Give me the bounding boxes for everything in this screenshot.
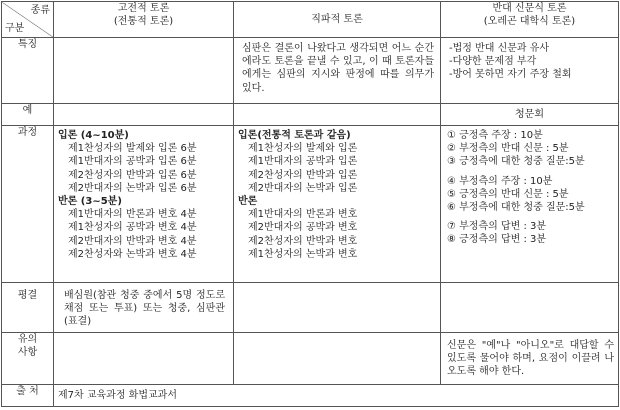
process-row xyxy=(2,126,619,283)
process-direct-step: 제2반대자의 공박과 변호 xyxy=(248,222,358,234)
process-cross-exam-step: ⑧ 긍정측의 답변 : 3분 xyxy=(447,234,547,246)
process-cross-exam-step: ② 부정측의 반대 신문 : 5분 xyxy=(447,143,569,155)
judge-direct-cell xyxy=(234,283,441,333)
process-classic-heading-opening: 입론 (4~10분) xyxy=(58,130,129,141)
row-header-judge: 평결 xyxy=(2,283,54,333)
process-direct-step: 제2반대자의 논박과 입론 xyxy=(248,182,358,194)
process-classic-step: 제1반대자의 공박과 입론 6분 xyxy=(68,156,197,168)
process-direct-step: 제1반대자의 공박과 입론 xyxy=(248,156,358,168)
example-classic-cell xyxy=(54,104,234,126)
feature-cross-exam-item: -법정 반대 신문과 유사 xyxy=(449,43,550,54)
process-direct-step: 제2찬성자의 반박과 변호 xyxy=(248,235,358,247)
process-direct-heading-rebuttal: 반론 xyxy=(238,196,258,208)
row-header-process: 과정 xyxy=(2,126,54,283)
example-row xyxy=(2,104,619,126)
notes-classic-cell xyxy=(54,333,234,385)
column-header-cross-exam-line2: (오레곤 대학식 토론) xyxy=(483,16,576,28)
column-header-cross-exam xyxy=(441,2,619,38)
process-direct-step: 제1찬성자의 논박과 변호 xyxy=(248,248,358,260)
column-header-classic xyxy=(54,2,234,38)
process-cross-exam-step: ⑥ 부정측에 대한 청중 질문:5분 xyxy=(447,202,585,214)
feature-direct-cell: 심판은 결론이 나왔다고 생각되면 어느 순간에라도 토론을 끝낼 수 있고, 이 때 토론자들에게는 심판의 지시와 판정에 따를 의무가 있다. xyxy=(234,38,441,104)
feature-cross-exam-cell xyxy=(441,38,619,104)
column-header-direct xyxy=(234,2,441,38)
process-cross-exam-step: ⑦ 부정측의 답변 : 3분 xyxy=(447,221,547,233)
source-cell: 제7차 교육과정 화법교과서 xyxy=(54,385,619,407)
judge-cross-exam-cell xyxy=(441,283,619,333)
row-header-notes-line2: 사항 xyxy=(17,347,38,359)
process-direct-step: 제1반대자의 반론과 변호 xyxy=(248,209,358,221)
feature-row xyxy=(2,38,619,104)
row-header-source: 출 처 xyxy=(2,385,54,407)
process-direct-step: 제2찬성자의 반박과 입론 xyxy=(248,169,358,181)
process-classic-step: 제2반대자의 반박과 변호 4분 xyxy=(68,235,197,247)
row-header-example: 예 xyxy=(2,104,54,126)
process-direct-heading-opening: 입론(전통적 토론과 같음) xyxy=(238,130,351,141)
process-classic-step: 제1찬성자의 공박과 변호 4분 xyxy=(68,222,197,234)
notes-cross-exam-cell: 신문은 "예"나 "아니오"로 대답할 수 있도록 물어야 하며, 요점이 이끌려 나오도록 해야 한다. xyxy=(441,333,619,385)
column-header-classic-line1: 고전적 토론 xyxy=(117,3,170,14)
process-classic-step: 제1찬성자의 발제와 입론 6분 xyxy=(68,143,197,155)
process-cross-exam-step: ⑤ 긍정측의 반대 신문 : 5분 xyxy=(447,188,569,200)
notes-row xyxy=(2,333,619,385)
process-direct-cell xyxy=(234,126,441,283)
process-classic-step: 제2반대자의 논박과 입론 6분 xyxy=(68,182,197,194)
row-header-notes-line1: 유의 xyxy=(17,334,38,345)
judge-row xyxy=(2,283,619,333)
debate-comparison-table xyxy=(1,1,619,407)
process-classic-step: 제1반대자의 반론과 변호 4분 xyxy=(68,209,197,221)
row-header-feature: 특징 xyxy=(2,38,54,104)
feature-cross-exam-item: -방어 못하면 자기 주장 철회 xyxy=(449,69,572,81)
header-row xyxy=(2,2,619,38)
row-header-notes xyxy=(2,333,54,385)
process-direct-step: 제1찬성자의 발제와 입론 xyxy=(248,143,358,155)
notes-direct-cell xyxy=(234,333,441,385)
process-classic-cell xyxy=(54,126,234,283)
source-row xyxy=(2,385,619,407)
process-cross-exam-step: ③ 긍정측에 대한 청중 질문:5분 xyxy=(447,156,585,168)
process-classic-step: 제2찬성자와 논박과 변호 4분 xyxy=(68,248,197,260)
process-cross-exam-step: ① 긍정측 주장 : 10분 xyxy=(447,130,543,141)
process-cross-exam-cell xyxy=(441,126,619,283)
feature-cross-exam-item: -다양한 문제점 부각 xyxy=(449,56,537,68)
corner-type-label: 종류 xyxy=(30,5,50,16)
process-classic-heading-rebuttal: 반론 (3~5분) xyxy=(58,196,122,208)
feature-classic-cell xyxy=(54,38,234,104)
column-header-classic-line2: (전통적 토론) xyxy=(113,16,174,28)
process-classic-step: 제2찬성자의 반박과 입론 6분 xyxy=(68,169,197,181)
corner-category-label: 구분 xyxy=(5,22,25,34)
column-header-cross-exam-line1: 반대 신문식 토론 xyxy=(492,3,567,14)
column-header-direct-line1: 직파적 토론 xyxy=(311,13,363,25)
judge-classic-cell: 배심원(참관 청중 중에서 5명 정도로 채점 또는 투표) 또는 청중, 심판관(표결) xyxy=(54,283,234,333)
process-cross-exam-step: ④ 부정측의 주장 : 10분 xyxy=(447,175,553,187)
example-direct-cell xyxy=(234,104,441,126)
example-cross-exam-cell: 청문회 xyxy=(441,104,619,126)
corner-header-cell xyxy=(2,2,54,38)
